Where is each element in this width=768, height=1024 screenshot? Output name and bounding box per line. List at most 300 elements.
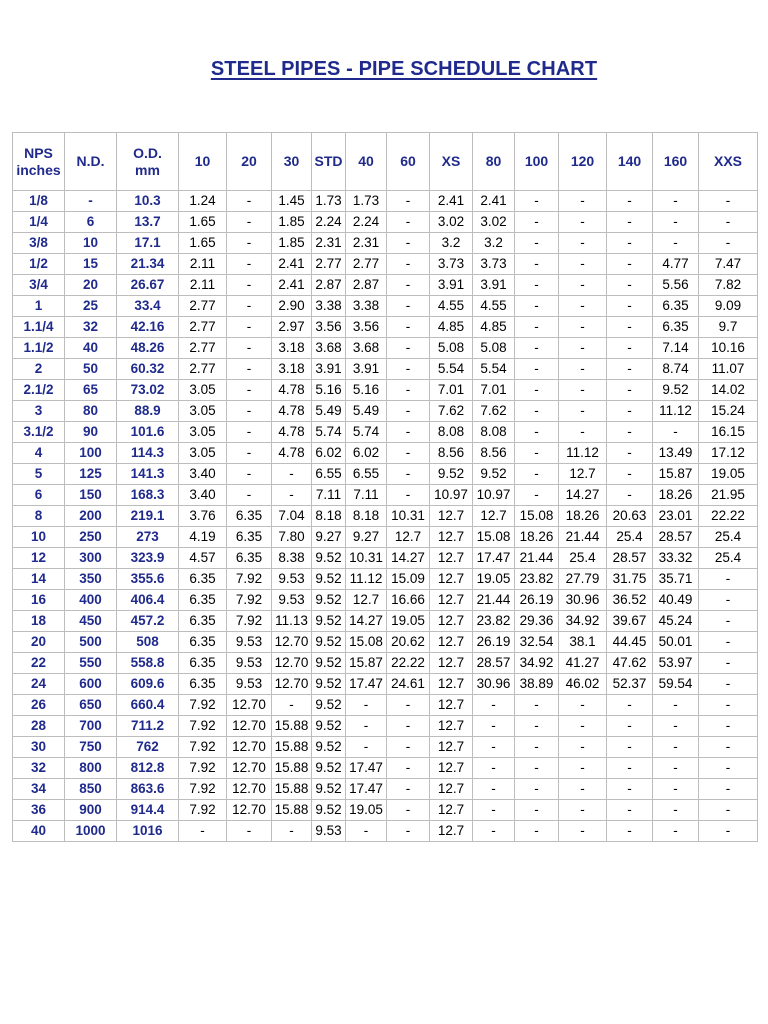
table-row: [13, 254, 758, 275]
cell-s20: 12.70: [227, 779, 272, 800]
cell-od: 101.6: [117, 422, 179, 443]
cell-s30: 12.70: [272, 674, 312, 695]
cell-s10: 6.35: [179, 611, 227, 632]
table-row: [13, 380, 758, 401]
cell-nd: -: [65, 191, 117, 212]
cell-s20: 12.70: [227, 695, 272, 716]
table-row: [13, 611, 758, 632]
cell-s60: -: [387, 254, 430, 275]
cell-xxs: -: [699, 716, 758, 737]
cell-nd: 40: [65, 338, 117, 359]
cell-nd: 700: [65, 716, 117, 737]
cell-s40: -: [346, 716, 387, 737]
cell-s140: -: [607, 233, 653, 254]
column-header-s10: [179, 133, 227, 191]
cell-s30: 15.88: [272, 800, 312, 821]
cell-std: 9.52: [312, 590, 346, 611]
cell-s140: -: [607, 716, 653, 737]
table-row: [13, 737, 758, 758]
cell-s30: 2.90: [272, 296, 312, 317]
cell-s30: 2.97: [272, 317, 312, 338]
cell-xs: 9.52: [430, 464, 473, 485]
cell-xxs: 10.16: [699, 338, 758, 359]
cell-std: 9.52: [312, 569, 346, 590]
cell-nps: 24: [13, 674, 65, 695]
cell-s120: -: [559, 401, 607, 422]
column-header-nps: [13, 133, 65, 191]
cell-nd: 15: [65, 254, 117, 275]
cell-xxs: -: [699, 569, 758, 590]
cell-s160: -: [653, 212, 699, 233]
cell-s80: 3.02: [473, 212, 515, 233]
cell-s140: -: [607, 485, 653, 506]
cell-std: 9.53: [312, 821, 346, 842]
cell-s10: 6.35: [179, 632, 227, 653]
cell-s40: 7.11: [346, 485, 387, 506]
cell-s140: -: [607, 695, 653, 716]
cell-s140: -: [607, 464, 653, 485]
cell-nd: 25: [65, 296, 117, 317]
cell-s160: -: [653, 800, 699, 821]
cell-s60: -: [387, 296, 430, 317]
cell-s100: -: [515, 443, 559, 464]
cell-s160: 9.52: [653, 380, 699, 401]
cell-s100: -: [515, 359, 559, 380]
cell-s160: 6.35: [653, 296, 699, 317]
cell-s60: -: [387, 380, 430, 401]
cell-s100: -: [515, 338, 559, 359]
cell-s40: -: [346, 821, 387, 842]
cell-od: 114.3: [117, 443, 179, 464]
cell-xs: 5.08: [430, 338, 473, 359]
cell-nd: 10: [65, 233, 117, 254]
cell-s80: 8.56: [473, 443, 515, 464]
cell-s80: 3.2: [473, 233, 515, 254]
cell-s20: -: [227, 464, 272, 485]
cell-s20: 7.92: [227, 611, 272, 632]
column-header-s30: [272, 133, 312, 191]
cell-s120: 34.92: [559, 611, 607, 632]
cell-od: 273: [117, 527, 179, 548]
cell-s40: 2.31: [346, 233, 387, 254]
cell-nd: 550: [65, 653, 117, 674]
cell-s10: 1.65: [179, 212, 227, 233]
cell-s100: 18.26: [515, 527, 559, 548]
cell-s20: 12.70: [227, 716, 272, 737]
cell-xxs: -: [699, 212, 758, 233]
cell-s80: 7.62: [473, 401, 515, 422]
cell-s10: 7.92: [179, 800, 227, 821]
cell-xs: 12.7: [430, 779, 473, 800]
cell-s10: 4.19: [179, 527, 227, 548]
cell-s160: 5.56: [653, 275, 699, 296]
cell-od: 26.67: [117, 275, 179, 296]
cell-std: 9.52: [312, 611, 346, 632]
cell-std: 9.52: [312, 548, 346, 569]
cell-s60: -: [387, 317, 430, 338]
cell-s140: 36.52: [607, 590, 653, 611]
cell-s120: -: [559, 317, 607, 338]
cell-s10: 7.92: [179, 779, 227, 800]
cell-s120: -: [559, 716, 607, 737]
cell-s40: 6.02: [346, 443, 387, 464]
cell-s80: 30.96: [473, 674, 515, 695]
column-header-label: NPS: [24, 144, 53, 161]
column-header-s60: [387, 133, 430, 191]
cell-nps: 6: [13, 485, 65, 506]
cell-nd: 125: [65, 464, 117, 485]
cell-nps: 1/2: [13, 254, 65, 275]
cell-nd: 200: [65, 506, 117, 527]
cell-s140: 28.57: [607, 548, 653, 569]
column-header-label: 100: [524, 153, 549, 169]
column-header-label: 80: [485, 153, 502, 169]
cell-od: 1016: [117, 821, 179, 842]
table-row: [13, 359, 758, 380]
cell-s10: 1.65: [179, 233, 227, 254]
table-row: [13, 695, 758, 716]
cell-nps: 2: [13, 359, 65, 380]
cell-s30: -: [272, 695, 312, 716]
cell-s140: 31.75: [607, 569, 653, 590]
cell-s10: 2.77: [179, 296, 227, 317]
cell-s100: -: [515, 191, 559, 212]
cell-nps: 3/8: [13, 233, 65, 254]
cell-nd: 50: [65, 359, 117, 380]
cell-xs: 7.01: [430, 380, 473, 401]
cell-s10: 7.92: [179, 695, 227, 716]
cell-xs: 3.91: [430, 275, 473, 296]
cell-s140: -: [607, 296, 653, 317]
cell-s30: 1.85: [272, 212, 312, 233]
cell-s140: 47.62: [607, 653, 653, 674]
cell-std: 5.49: [312, 401, 346, 422]
cell-std: 3.38: [312, 296, 346, 317]
cell-od: 914.4: [117, 800, 179, 821]
cell-xxs: -: [699, 590, 758, 611]
cell-od: 48.26: [117, 338, 179, 359]
cell-s160: -: [653, 779, 699, 800]
cell-xs: 7.62: [430, 401, 473, 422]
column-header-s40: [346, 133, 387, 191]
cell-od: 17.1: [117, 233, 179, 254]
cell-s40: 2.87: [346, 275, 387, 296]
cell-s30: 7.80: [272, 527, 312, 548]
cell-nd: 65: [65, 380, 117, 401]
cell-xxs: -: [699, 632, 758, 653]
cell-xs: 12.7: [430, 800, 473, 821]
cell-s160: -: [653, 821, 699, 842]
cell-std: 9.52: [312, 737, 346, 758]
cell-od: 457.2: [117, 611, 179, 632]
cell-xxs: 9.7: [699, 317, 758, 338]
cell-s160: 15.87: [653, 464, 699, 485]
cell-nd: 750: [65, 737, 117, 758]
column-header-s80: [473, 133, 515, 191]
cell-s160: 6.35: [653, 317, 699, 338]
column-header-std: [312, 133, 346, 191]
cell-s140: 52.37: [607, 674, 653, 695]
cell-s100: -: [515, 737, 559, 758]
cell-std: 9.52: [312, 758, 346, 779]
cell-s120: -: [559, 821, 607, 842]
cell-xs: 12.7: [430, 674, 473, 695]
cell-s20: -: [227, 338, 272, 359]
cell-xxs: -: [699, 737, 758, 758]
cell-s40: 12.7: [346, 590, 387, 611]
cell-s160: -: [653, 695, 699, 716]
cell-s30: 12.70: [272, 632, 312, 653]
cell-s40: 17.47: [346, 674, 387, 695]
table-row: [13, 674, 758, 695]
cell-s80: -: [473, 779, 515, 800]
cell-xxs: -: [699, 800, 758, 821]
cell-nd: 600: [65, 674, 117, 695]
cell-s100: 15.08: [515, 506, 559, 527]
cell-s60: 10.31: [387, 506, 430, 527]
cell-s60: 12.7: [387, 527, 430, 548]
cell-s40: 17.47: [346, 758, 387, 779]
cell-s100: -: [515, 233, 559, 254]
cell-s140: 44.45: [607, 632, 653, 653]
column-header-label: STD: [314, 153, 343, 169]
cell-s160: 23.01: [653, 506, 699, 527]
cell-s100: -: [515, 464, 559, 485]
cell-s160: -: [653, 716, 699, 737]
cell-s20: 7.92: [227, 569, 272, 590]
cell-xs: 12.7: [430, 611, 473, 632]
cell-nd: 900: [65, 800, 117, 821]
column-header-label: 160: [663, 153, 688, 169]
cell-s20: -: [227, 380, 272, 401]
cell-s100: 34.92: [515, 653, 559, 674]
cell-xs: 12.7: [430, 653, 473, 674]
cell-s140: 39.67: [607, 611, 653, 632]
column-header-label: 40: [358, 153, 374, 169]
table-row: [13, 506, 758, 527]
cell-s40: 5.74: [346, 422, 387, 443]
cell-s40: -: [346, 695, 387, 716]
cell-s100: -: [515, 422, 559, 443]
cell-s30: -: [272, 485, 312, 506]
cell-nps: 34: [13, 779, 65, 800]
column-header-s160: [653, 133, 699, 191]
cell-s40: 3.91: [346, 359, 387, 380]
cell-s100: -: [515, 401, 559, 422]
cell-s80: 15.08: [473, 527, 515, 548]
cell-xs: 12.7: [430, 569, 473, 590]
column-header-label: 60: [400, 153, 416, 169]
cell-od: 711.2: [117, 716, 179, 737]
cell-s10: 3.40: [179, 485, 227, 506]
cell-s120: -: [559, 758, 607, 779]
cell-s60: 24.61: [387, 674, 430, 695]
cell-xs: 12.7: [430, 758, 473, 779]
cell-xxs: 7.82: [699, 275, 758, 296]
column-header-label: O.D.: [133, 144, 162, 161]
cell-s40: 8.18: [346, 506, 387, 527]
cell-nd: 500: [65, 632, 117, 653]
cell-s30: 2.41: [272, 254, 312, 275]
cell-nd: 400: [65, 590, 117, 611]
cell-s40: 10.31: [346, 548, 387, 569]
cell-s20: -: [227, 296, 272, 317]
column-header-od: [117, 133, 179, 191]
cell-s80: -: [473, 737, 515, 758]
cell-s10: 3.05: [179, 422, 227, 443]
column-header-unit: mm: [135, 161, 160, 178]
cell-xxs: -: [699, 191, 758, 212]
cell-xxs: -: [699, 821, 758, 842]
cell-s80: 8.08: [473, 422, 515, 443]
cell-xs: 12.7: [430, 737, 473, 758]
cell-s100: -: [515, 275, 559, 296]
cell-s30: 12.70: [272, 653, 312, 674]
cell-s80: 4.85: [473, 317, 515, 338]
column-header-s120: [559, 133, 607, 191]
cell-nd: 300: [65, 548, 117, 569]
cell-std: 5.16: [312, 380, 346, 401]
cell-s60: -: [387, 695, 430, 716]
cell-s100: -: [515, 695, 559, 716]
cell-s20: -: [227, 443, 272, 464]
cell-xs: 12.7: [430, 506, 473, 527]
column-header-s20: [227, 133, 272, 191]
cell-od: 168.3: [117, 485, 179, 506]
cell-s60: -: [387, 464, 430, 485]
cell-nps: 16: [13, 590, 65, 611]
cell-xxs: -: [699, 653, 758, 674]
cell-s120: 41.27: [559, 653, 607, 674]
cell-s10: 2.11: [179, 254, 227, 275]
cell-s120: -: [559, 212, 607, 233]
cell-std: 9.52: [312, 653, 346, 674]
cell-s140: -: [607, 443, 653, 464]
cell-nps: 14: [13, 569, 65, 590]
cell-s160: 59.54: [653, 674, 699, 695]
cell-s160: -: [653, 737, 699, 758]
cell-s160: 50.01: [653, 632, 699, 653]
column-header-s140: [607, 133, 653, 191]
cell-s10: 7.92: [179, 737, 227, 758]
cell-s100: -: [515, 296, 559, 317]
cell-nps: 3.1/2: [13, 422, 65, 443]
cell-xxs: 25.4: [699, 548, 758, 569]
table-row: [13, 779, 758, 800]
cell-xxs: 7.47: [699, 254, 758, 275]
table-row: [13, 800, 758, 821]
cell-nps: 3: [13, 401, 65, 422]
cell-od: 323.9: [117, 548, 179, 569]
cell-s120: 11.12: [559, 443, 607, 464]
cell-s40: 3.68: [346, 338, 387, 359]
cell-s60: -: [387, 233, 430, 254]
cell-s40: 2.24: [346, 212, 387, 233]
cell-s40: 15.87: [346, 653, 387, 674]
cell-nps: 8: [13, 506, 65, 527]
column-header-label: 140: [617, 153, 642, 169]
table-row: [13, 212, 758, 233]
cell-s10: 6.35: [179, 653, 227, 674]
cell-xxs: 15.24: [699, 401, 758, 422]
cell-s120: 27.79: [559, 569, 607, 590]
cell-nd: 800: [65, 758, 117, 779]
cell-s120: 12.7: [559, 464, 607, 485]
cell-s40: 5.16: [346, 380, 387, 401]
cell-s30: 15.88: [272, 779, 312, 800]
cell-s120: 14.27: [559, 485, 607, 506]
cell-od: 88.9: [117, 401, 179, 422]
cell-s140: -: [607, 191, 653, 212]
cell-od: 33.4: [117, 296, 179, 317]
cell-xxs: 22.22: [699, 506, 758, 527]
cell-s20: 9.53: [227, 632, 272, 653]
cell-s30: 4.78: [272, 380, 312, 401]
cell-s120: 18.26: [559, 506, 607, 527]
cell-s20: -: [227, 485, 272, 506]
cell-std: 5.74: [312, 422, 346, 443]
cell-s100: -: [515, 716, 559, 737]
cell-s20: 9.53: [227, 674, 272, 695]
cell-s20: 6.35: [227, 506, 272, 527]
cell-od: 219.1: [117, 506, 179, 527]
cell-s40: 3.56: [346, 317, 387, 338]
cell-xs: 12.7: [430, 821, 473, 842]
page-title: STEEL PIPES - PIPE SCHEDULE CHART: [210, 58, 598, 80]
cell-s60: -: [387, 338, 430, 359]
table-row: [13, 821, 758, 842]
cell-s60: 15.09: [387, 569, 430, 590]
cell-s80: 4.55: [473, 296, 515, 317]
cell-nps: 1.1/4: [13, 317, 65, 338]
cell-s30: 15.88: [272, 716, 312, 737]
cell-s80: 10.97: [473, 485, 515, 506]
cell-s20: 7.92: [227, 590, 272, 611]
cell-s30: 4.78: [272, 422, 312, 443]
cell-s10: 2.77: [179, 338, 227, 359]
cell-s120: 25.4: [559, 548, 607, 569]
cell-nd: 350: [65, 569, 117, 590]
table-row: [13, 422, 758, 443]
header-row: [13, 133, 758, 191]
cell-s80: 21.44: [473, 590, 515, 611]
cell-s30: 9.53: [272, 590, 312, 611]
cell-s100: 32.54: [515, 632, 559, 653]
cell-s10: 4.57: [179, 548, 227, 569]
cell-s140: -: [607, 275, 653, 296]
column-header-unit: inches: [16, 161, 61, 178]
cell-s20: -: [227, 401, 272, 422]
cell-nps: 32: [13, 758, 65, 779]
table-row: [13, 569, 758, 590]
column-header-label: 30: [283, 153, 300, 169]
cell-std: 2.31: [312, 233, 346, 254]
cell-s120: -: [559, 800, 607, 821]
cell-nps: 26: [13, 695, 65, 716]
cell-std: 2.24: [312, 212, 346, 233]
cell-s120: -: [559, 296, 607, 317]
cell-s20: 9.53: [227, 653, 272, 674]
cell-s60: -: [387, 716, 430, 737]
cell-xs: 2.41: [430, 191, 473, 212]
cell-od: 609.6: [117, 674, 179, 695]
table-row: [13, 548, 758, 569]
cell-s30: 3.18: [272, 338, 312, 359]
cell-s80: 7.01: [473, 380, 515, 401]
cell-xxs: 17.12: [699, 443, 758, 464]
cell-s60: -: [387, 758, 430, 779]
cell-od: 10.3: [117, 191, 179, 212]
